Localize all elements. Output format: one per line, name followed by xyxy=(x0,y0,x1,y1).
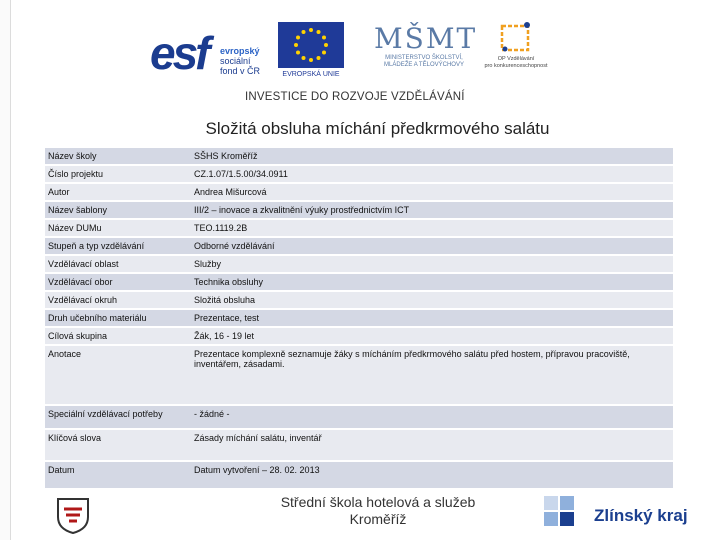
row-value: Prezentace, test xyxy=(191,310,673,326)
eu-flag-icon xyxy=(278,22,344,68)
row-value: Žák, 16 - 19 let xyxy=(191,328,673,344)
footer xyxy=(0,488,720,540)
row-label: Vzdělávací okruh xyxy=(45,292,191,308)
table-row xyxy=(45,220,673,236)
esf-logo-mark: esf xyxy=(150,27,208,79)
row-value: TEO.1119.2B xyxy=(191,220,673,236)
row-label: Anotace xyxy=(45,346,191,404)
row-value: Zásady míchání salátu, inventář xyxy=(191,430,673,460)
row-value: SŠHS Kroměříž xyxy=(191,148,673,164)
row-label: Druh učebního materiálu xyxy=(45,310,191,326)
row-value: Prezentace komplexně seznamuje žáky s mícháním předkrmového salátu před hostem, přípravou pracoviště, inventářem, zásadami. xyxy=(191,346,673,404)
table-row xyxy=(45,430,673,460)
row-label: Cílová skupina xyxy=(45,328,191,344)
school-name xyxy=(230,494,526,528)
table-row xyxy=(45,256,673,272)
esf-logo xyxy=(150,22,265,82)
slide-left-border xyxy=(0,0,11,540)
row-label: Číslo projektu xyxy=(45,166,191,182)
school-emblem-icon xyxy=(52,495,94,535)
row-value: III/2 – inovace a zkvalitnění výuky prostřednictvím ICT xyxy=(191,202,673,218)
table-row xyxy=(45,148,673,164)
row-value: Technika obsluhy xyxy=(191,274,673,290)
project-info-table xyxy=(45,146,673,490)
table-row xyxy=(45,274,673,290)
table-row xyxy=(45,166,673,182)
zlinsky-kraj-label: Zlínský kraj xyxy=(594,506,688,525)
row-label: Autor xyxy=(45,184,191,200)
row-label: Klíčová slova xyxy=(45,430,191,460)
table-row xyxy=(45,202,673,218)
msmt-logo xyxy=(374,22,478,82)
table-row xyxy=(45,292,673,308)
row-label: Vzdělávací oblast xyxy=(45,256,191,272)
table-row xyxy=(45,462,673,488)
table-row xyxy=(45,406,673,428)
msmt-line2: MLÁDEŽE A TĚLOVÝCHOVY xyxy=(384,62,464,68)
row-value: Datum vytvoření – 28. 02. 2013 xyxy=(191,462,673,488)
op-emblem-icon xyxy=(496,20,536,56)
table-row xyxy=(45,238,673,254)
row-value: Složitá obsluha xyxy=(191,292,673,308)
esf-line2: sociální xyxy=(220,56,251,66)
row-label: Vzdělávací obor xyxy=(45,274,191,290)
table-row xyxy=(45,328,673,344)
op-logo xyxy=(480,20,552,82)
eu-logo xyxy=(275,22,347,82)
slide-title: Složitá obsluha míchání předkrmového salátu xyxy=(205,119,550,138)
row-value: Odborné vzdělávání xyxy=(191,238,673,254)
row-label: Název šablony xyxy=(45,202,191,218)
row-value: Služby xyxy=(191,256,673,272)
table-row xyxy=(45,184,673,200)
school-name-line2: Kroměříž xyxy=(349,511,407,527)
header-slogan: INVESTICE DO ROZVOJE VZDĚLÁVÁNÍ xyxy=(245,91,465,103)
esf-line1: evropský xyxy=(220,46,260,56)
row-label: Stupeň a typ vzdělávání xyxy=(45,238,191,254)
eu-label: EVROPSKÁ UNIE xyxy=(282,71,340,78)
op-line1: OP Vzdělávání xyxy=(497,56,535,62)
row-label: Speciální vzdělávací potřeby xyxy=(45,406,191,428)
table-row xyxy=(45,346,673,404)
esf-logo-text xyxy=(220,46,260,76)
esf-line3: fond v ČR xyxy=(220,66,261,76)
op-line2: pro konkurenceschopnost xyxy=(484,63,548,69)
row-label: Název školy xyxy=(45,148,191,164)
row-value: CZ.1.07/1.5.00/34.0911 xyxy=(191,166,673,182)
zlinsky-kraj-mark-icon xyxy=(540,492,586,532)
row-value: Andrea Mišurcová xyxy=(191,184,673,200)
school-name-line1: Střední škola hotelová a služeb xyxy=(280,494,476,510)
table-row xyxy=(45,310,673,326)
row-label: Datum xyxy=(45,462,191,488)
row-value: - žádné - xyxy=(191,406,673,428)
msmt-logo-mark: MŠMT xyxy=(374,22,478,55)
msmt-line1: MINISTERSTVO ŠKOLSTVÍ, xyxy=(385,55,463,61)
row-label: Název DUMu xyxy=(45,220,191,236)
